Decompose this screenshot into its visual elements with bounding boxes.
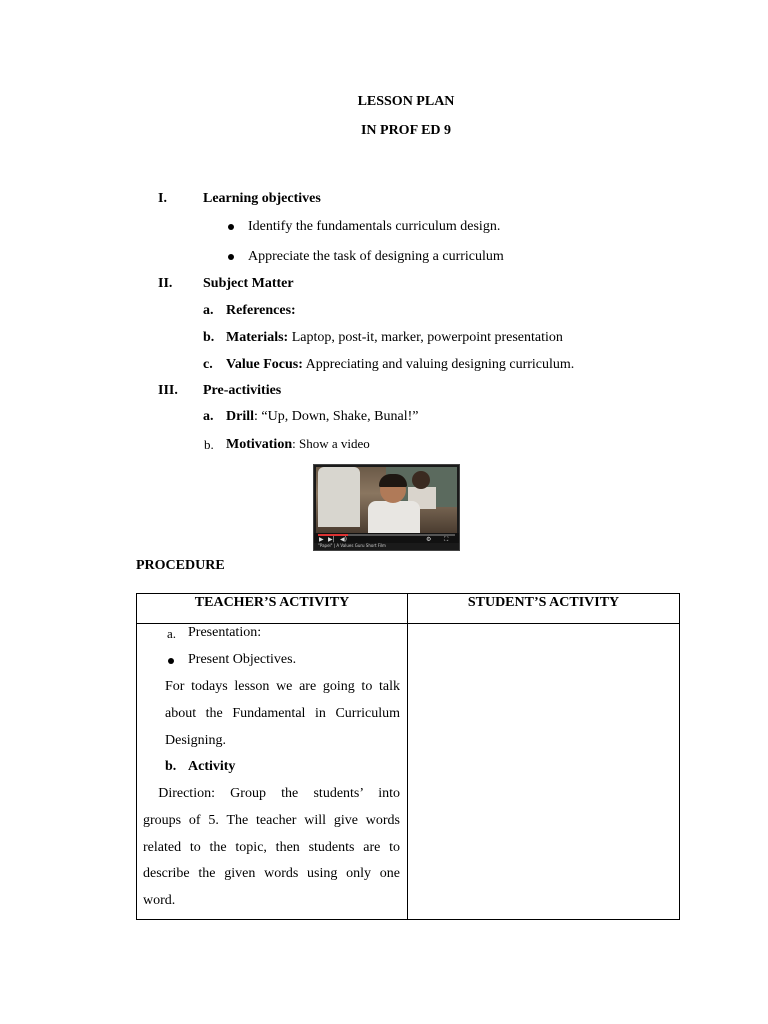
play-icon[interactable]: ▶ [319, 536, 324, 543]
preactivity-item [226, 436, 370, 453]
column-header-teacher: TEACHER’S ACTIVITY [137, 594, 408, 624]
section-heading: Pre-activities [203, 383, 282, 398]
item-label: References: [226, 303, 296, 318]
next-icon[interactable]: ▶| [328, 536, 335, 543]
item-text: : “Up, Down, Shake, Bunal!” [254, 409, 419, 424]
bullet-icon [168, 658, 174, 664]
item-text: : Show a video [292, 436, 370, 451]
paragraph-line: describe the given words using only one [143, 866, 400, 881]
objective-item: Identify the fundamentals curriculum design. [248, 219, 501, 234]
subject-item [226, 330, 563, 346]
activity-label: Activity [188, 759, 236, 774]
fullscreen-icon[interactable]: ⛶ [444, 536, 449, 543]
item-label: Motivation [226, 437, 293, 452]
presentation-label: Presentation: [188, 625, 262, 640]
page-title: LESSON PLAN [357, 94, 455, 109]
bullet-icon [228, 254, 234, 260]
video-frame [316, 467, 457, 533]
bullet-text: Present Objectives. [188, 652, 297, 667]
item-letter: b. [165, 759, 177, 774]
item-letter: a. [203, 409, 214, 424]
section-numeral: I. [158, 191, 167, 206]
video-caption: "Papel" | A Values Guru Short Film [318, 543, 386, 548]
item-letter: b. [204, 437, 214, 452]
video-thumbnail[interactable] [313, 464, 460, 551]
paragraph-line: about the Fundamental in Curriculum [165, 706, 400, 721]
item-letter: b. [203, 330, 215, 345]
page-subtitle: IN PROF ED 9 [360, 123, 452, 138]
teacher-activity-cell [137, 624, 408, 920]
item-label: Value Focus: [226, 357, 303, 372]
column-header-student: STUDENT’S ACTIVITY [408, 594, 680, 624]
procedure-heading: PROCEDURE [136, 558, 225, 573]
item-text: Appreciating and valuing designing curriculum. [302, 357, 575, 372]
item-letter: a. [167, 626, 177, 641]
paragraph-line: groups of 5. The teacher will give words [143, 813, 400, 828]
settings-icon[interactable]: ⚙ [426, 536, 432, 543]
subject-item [226, 303, 296, 319]
item-text: Laptop, post-it, marker, powerpoint presentation [288, 330, 563, 345]
preactivity-item [226, 409, 418, 425]
procedure-table [136, 593, 680, 920]
paragraph-line: For todays lesson we are going to talk [165, 679, 400, 694]
paragraph-line: Direction: Group the students’ into [143, 786, 400, 801]
item-label: Materials: [226, 330, 289, 345]
item-letter: a. [203, 303, 214, 318]
adult-figure [318, 467, 360, 527]
paragraph-line: related to the topic, then students are to [143, 840, 400, 855]
subject-item [226, 357, 574, 373]
section-numeral: III. [158, 383, 178, 398]
paragraph-line: Designing. [165, 733, 227, 748]
section-heading: Subject Matter [203, 276, 294, 291]
paragraph-line: word. [143, 893, 176, 908]
student-activity-cell [408, 624, 680, 920]
volume-icon[interactable]: ◀) [340, 536, 347, 543]
child-figure [368, 501, 420, 533]
item-label: Drill [226, 409, 254, 424]
objective-item: Appreciate the task of designing a curriculum [248, 249, 504, 264]
bullet-icon [228, 224, 234, 230]
section-heading: Learning objectives [203, 191, 321, 206]
item-letter: c. [203, 357, 213, 372]
section-numeral: II. [158, 276, 173, 291]
